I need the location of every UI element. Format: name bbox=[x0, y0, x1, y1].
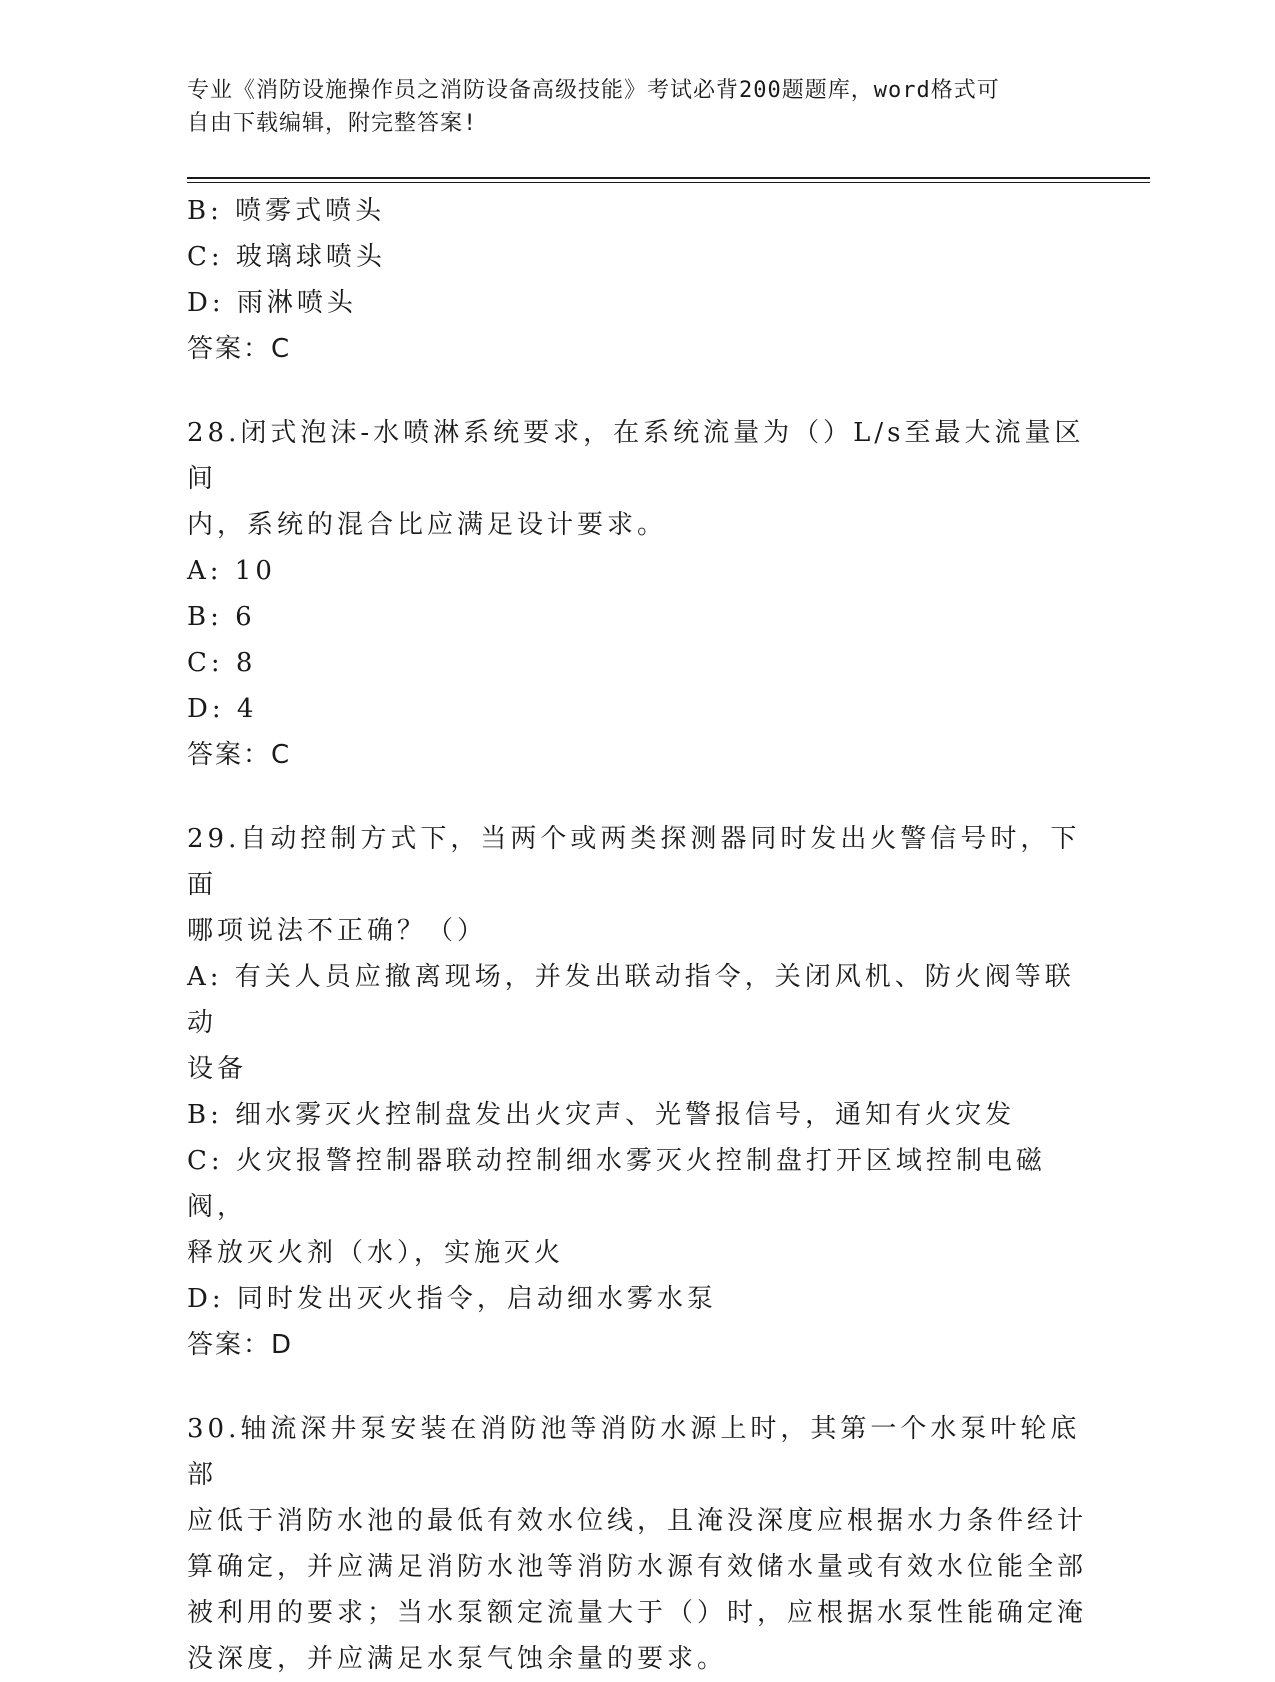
answer-label: 答案：C bbox=[187, 334, 292, 364]
question-stem: 算确定，并应满足消防水池等消防水源有效储水量或有效水位能全部 bbox=[187, 1552, 1088, 1582]
question-stem: 28.闭式泡沫-水喷淋系统要求，在系统流量为（）L/s至最大流量区间 bbox=[187, 418, 1085, 494]
question-30 bbox=[187, 1406, 1087, 1682]
header-divider-thin bbox=[187, 182, 1150, 183]
question-stem: 哪项说法不正确？（） bbox=[187, 916, 488, 946]
header-divider bbox=[187, 177, 1150, 179]
question-28 bbox=[187, 410, 1087, 778]
header-line-2: 自由下载编辑，附完整答案! bbox=[187, 111, 478, 136]
question-stem: 被利用的要求；当水泵额定流量大于（）时，应根据水泵性能确定淹 bbox=[187, 1598, 1088, 1628]
option-c-continued: 释放灭火剂（水），实施灭火 bbox=[187, 1238, 565, 1268]
spacer bbox=[187, 1368, 1087, 1406]
spacer bbox=[187, 372, 1087, 410]
page-header bbox=[187, 74, 1087, 140]
option-b: B: 喷雾式喷头 bbox=[187, 196, 386, 226]
option-c: C: 火灾报警控制器联动控制细水雾灭火控制盘打开区域控制电磁阀， bbox=[187, 1146, 1046, 1222]
option-c: C: 玻璃球喷头 bbox=[187, 242, 386, 272]
question-stem: 应低于消防水池的最低有效水位线，且淹没深度应根据水力条件经计 bbox=[187, 1506, 1088, 1536]
question-stem: 没深度，并应满足水泵气蚀余量的要求。 bbox=[187, 1644, 728, 1674]
answer-label: 答案：C bbox=[187, 740, 292, 770]
option-d: D: 4 bbox=[187, 694, 258, 724]
option-b: B: 6 bbox=[187, 602, 256, 632]
question-content bbox=[187, 188, 1087, 1682]
question-27-continued bbox=[187, 188, 1087, 372]
spacer bbox=[187, 778, 1087, 816]
option-c: C: 8 bbox=[187, 648, 257, 678]
question-stem: 内，系统的混合比应满足设计要求。 bbox=[187, 510, 668, 540]
option-d: D: 同时发出灭火指令，启动细水雾水泵 bbox=[187, 1284, 717, 1314]
question-stem: 29.自动控制方式下，当两个或两类探测器同时发出火警信号时，下面 bbox=[187, 824, 1081, 900]
option-a-continued: 设备 bbox=[187, 1054, 248, 1084]
answer-label: 答案：D bbox=[187, 1330, 294, 1360]
option-a: A: 有关人员应撤离现场，并发出联动指令，关闭风机、防火阀等联动 bbox=[187, 962, 1075, 1038]
option-a: A: 10 bbox=[187, 556, 276, 586]
option-d: D: 雨淋喷头 bbox=[187, 288, 357, 318]
question-stem: 30.轴流深井泵安装在消防池等消防水源上时，其第一个水泵叶轮底部 bbox=[187, 1414, 1081, 1490]
header-line-1: 专业《消防设施操作员之消防设备高级技能》考试必背200题题库，word格式可 bbox=[187, 78, 1000, 103]
question-29 bbox=[187, 816, 1087, 1368]
option-b: B: 细水雾灭火控制盘发出火灾声、光警报信号，通知有火灾发 bbox=[187, 1100, 1016, 1130]
